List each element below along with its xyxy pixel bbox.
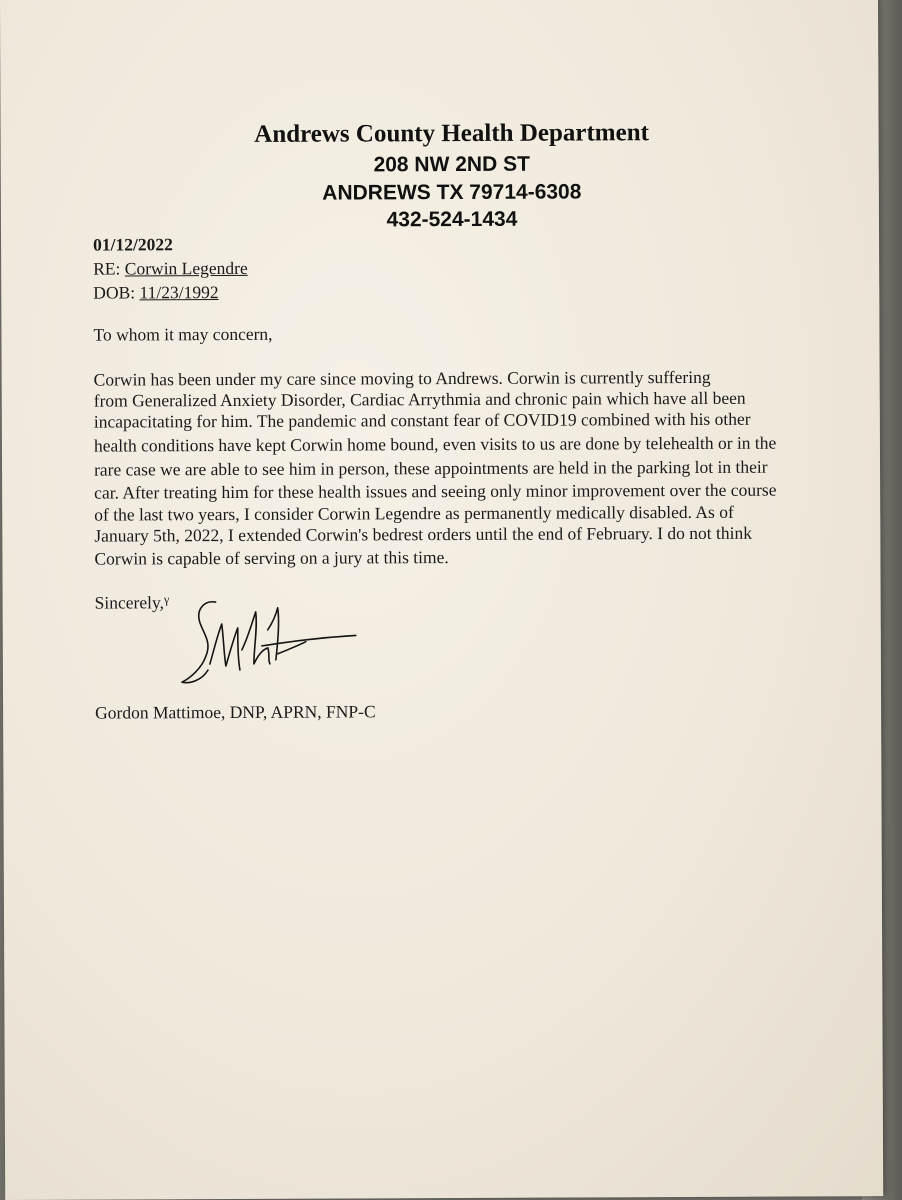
re-label: RE: — [93, 258, 125, 279]
organization-name: Andrews County Health Department — [254, 119, 649, 148]
dob-line — [93, 282, 218, 304]
body-line: health conditions have kept Corwin home bound, even visits to us are done by telehealth or in the — [93, 432, 777, 456]
closing-mark: γ — [163, 592, 170, 607]
closing-line — [95, 592, 170, 613]
dob-label: DOB: — [93, 282, 140, 303]
body-line: Corwin has been under my care since moving to Andrews. Corwin is currently suffering — [93, 366, 711, 390]
dob-value: 11/23/1992 — [139, 282, 219, 303]
letter-date: 01/12/2022 — [93, 234, 173, 255]
body-line: from Generalized Anxiety Disorder, Cardiac Arrythmia and chronic pain which have all been — [93, 387, 746, 411]
re-line — [93, 258, 248, 280]
closing: Sincerely, — [94, 592, 165, 613]
body-line: of the last two years, I consider Corwin Legendre as permanently medically disabled. As of — [94, 501, 734, 525]
phone-number: 432-524-1434 — [386, 207, 518, 232]
salutation: To whom it may concern, — [93, 323, 273, 345]
signature-image — [178, 593, 363, 689]
body-line: rare case we are able to see him in person, these appointments are held in the parking lot in their — [94, 456, 768, 480]
body-line: incapacitating for him. The pandemic and constant fear of COVID19 combined with his other — [93, 408, 751, 432]
street-address: 208 NW 2ND ST — [373, 152, 530, 177]
body-line: January 5th, 2022, I extended Corwin's bedrest orders until the end of February. I do not think — [94, 522, 753, 546]
signer-name: Gordon Mattimoe, DNP, APRN, FNP-C — [95, 701, 376, 723]
city-state-zip: ANDREWS TX 79714-6308 — [322, 180, 582, 205]
patient-name: Corwin Legendre — [124, 257, 248, 279]
body-line: car. After treating him for these health issues and seeing only minor improvement over the course — [94, 479, 777, 503]
body-line: Corwin is capable of serving on a jury at this time. — [94, 547, 449, 569]
